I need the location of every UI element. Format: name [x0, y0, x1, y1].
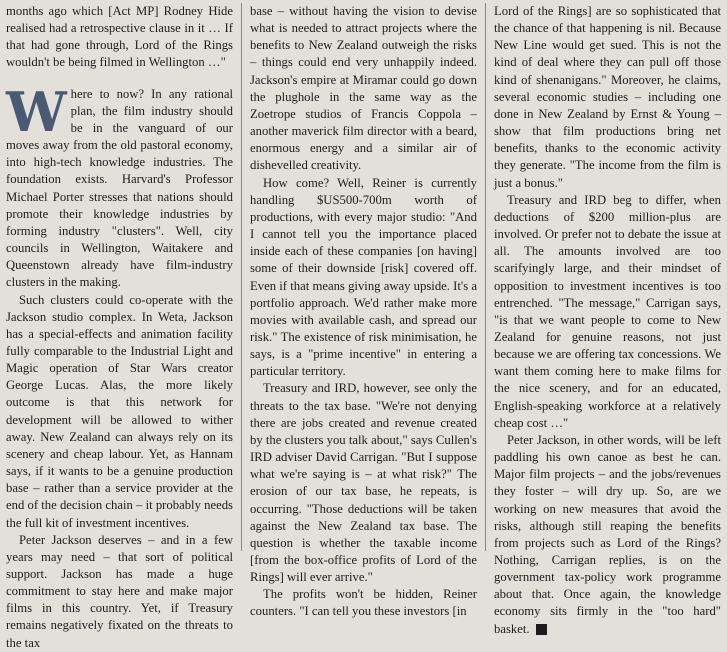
- paragraph: [494, 432, 721, 638]
- paragraph: The profits won't be hidden, Reiner counters. "I can tell you these investors [in: [250, 587, 477, 619]
- paragraph: months ago which [Act MP] Rodney Hide realised had a retrospective clause in it … If that had gone through, Lord of the Rings wouldn't be being filmed in Wellington …": [6, 4, 233, 70]
- paragraph: Treasury and IRD beg to differ, when deductions of $200 million-plus are involved. Or prefer not to debate the issue at all. The amounts involved are too scarifyingly large, and their mindset of opposition to investment incentives is too entrenched. "The message," Carrigan says, "is that we want people to come to New Zealand for genuine reasons, not just because we are offering tax concessions. We want them coming here to make films for the nice scenery, and for an educated, English-speaking workforce at a relatively cheap cost …": [494, 192, 721, 430]
- paragraph-with-dropcap: [6, 79, 233, 292]
- paragraph: Peter Jackson deserves – and in a few years may need – that sort of political support. Jackson has made a huge commitment to stay here and make major films in this country. Yet, if Treasury remains negatively fixated on the threats to the tax: [6, 532, 233, 650]
- column-2: [241, 3, 477, 619]
- paragraph: Treasury and IRD, however, see only the threats to the tax base. "We're not denying there are jobs created and revenue created by the clusters you talk about," says Cullen's IRD adviser David Carrigan. "But I suppose what we're saying is – at what risk?" The erosion of our tax base, he repeats, is occurring. "Those deductions will be taken against the New Zealand tax base. The question is whether the taxable income [from the box-office profits of Lord of the Rings] will ever arrive.": [250, 381, 477, 585]
- column-1: [6, 3, 233, 650]
- end-of-article-mark: [536, 624, 547, 635]
- paragraph: Such clusters could co-operate with the Jackson studio complex. In Weta, Jackson has a special-effects and animation facility fully comparable to the Industrial Light and Magic operation of Star Wars creator George Lucas. Alas, the more likely outcome is that this network for development will be allowed to wither away. New Zealand can always rely on its scenery and cheap labour. Yet, as Hannam says, if it wants to be a genuine production base – rather than a service provider at the end of the decision chain – it probably needs the full kit of investment incentives.: [6, 292, 233, 530]
- drop-cap: W: [6, 79, 67, 144]
- paragraph: Lord of the Rings] are so sophisticated that the chance of that happening is nil. Because New Line would get sued. This is not the kind of deal where they can pull off those kind of shenanigans." Moreover, he claims, several economic studies – including one done in New Zealand by Ernst & Young – show that film productions bring net benefits, thanks to the economic activity they generate. "The income from the film is just a bonus.": [494, 4, 721, 190]
- paragraph-text: here to now? In any rational plan, the film industry should be in the vanguard of our moves away from the old pastoral economy, into high-tech knowledge industries. The foundation exists. Harvard's Professor Michael Porter stresses that nations should promote their knowledge industries by forming industry "clusters". Well, city councils in Wellington, Waitakere and Queenstown already have film-industry clusters in the making.: [6, 86, 233, 290]
- paragraph: base – without having the vision to devise what is needed to attract projects where the benefits to New Zealand outweigh the risks – things could end very unhappily indeed. Jackson's empire at Miramar could go down the plughole in the same way as the Zoetrope studios of Francis Coppola – another maverick film director with a beard, enormous energy and a similar air of dishevelled creativity.: [250, 4, 477, 173]
- paragraph-text: Peter Jackson, in other words, will be left paddling his own canoe as best he can. Major film projects – and the jobs/revenues they foster – will dry up. So, are we working on new measures that avoid the risks, although still reaping the benefits from projects such as Lord of the Rings? Nothing, Carrigan replies, is on the government tax-policy work programme about that. Once again, the knowledge economy sits firmly in the "too hard" basket.: [494, 432, 721, 636]
- column-3: [485, 3, 721, 636]
- paragraph: How come? Well, Reiner is currently handling $US500-700m worth of productions, with every major studio: "And I cannot tell you the importance placed inside each of these companies [on having] some of their downside [risk] covered off. Even if that means giving away upside. It's a portfolio approach. We'd rather make more movies with available cash, and spread our risk." The existence of risk minimisation, he says, is a "prime incentive" in entering a particular territory.: [250, 175, 477, 379]
